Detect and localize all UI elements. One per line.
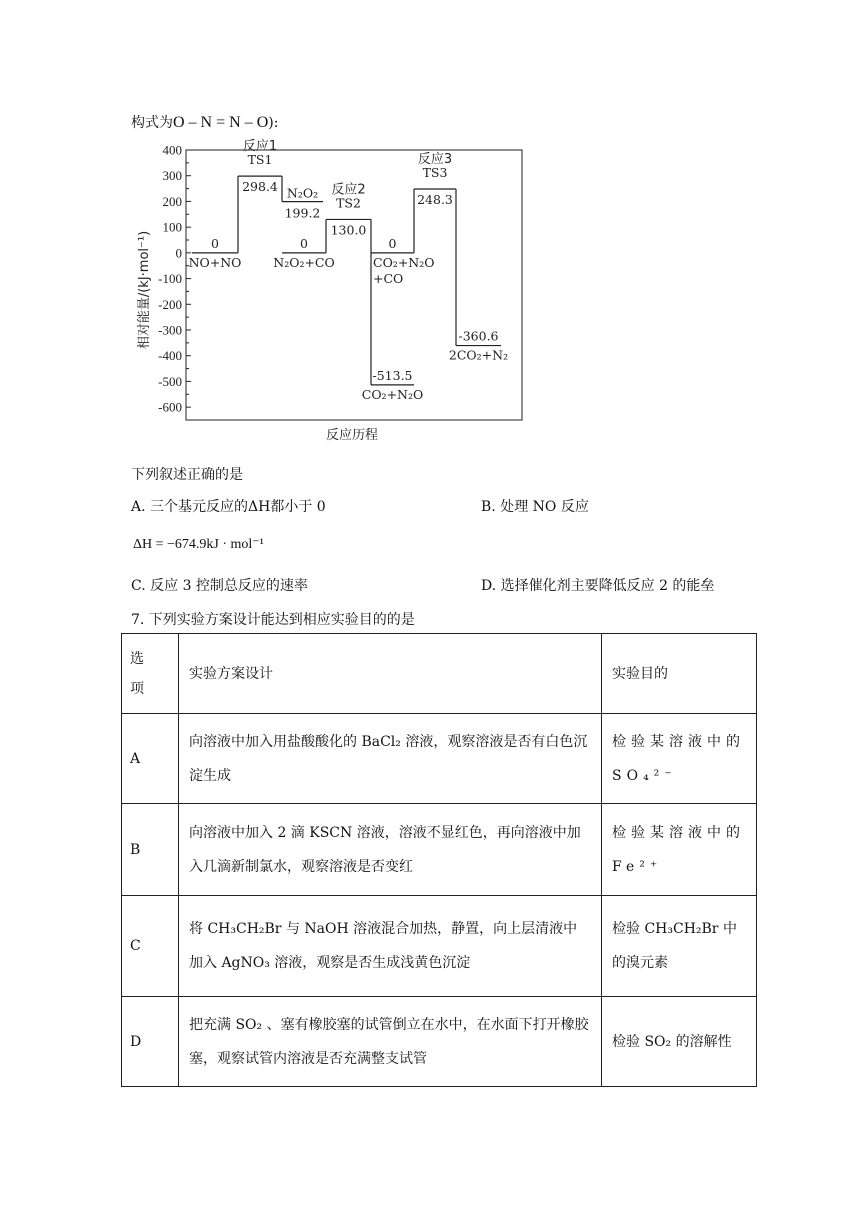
intro-prefix: 构式为 xyxy=(131,115,173,131)
option-a: A. 三个基元反应的ΔH都小于 0 xyxy=(131,499,326,515)
energy-value-label: 0 xyxy=(388,235,397,251)
y-tick-label: -100 xyxy=(158,271,182,287)
row-design: 向溶液中加入 2 滴 KSCN 溶液，溶液不显红色，再向溶液中加入几滴新制氯水，观察溶液是否变红 xyxy=(179,804,602,896)
y-tick-label: 200 xyxy=(162,193,182,209)
energy-value-label: 298.4 xyxy=(242,179,278,195)
option-b-delta-h: ΔH = −674.9kJ · mol⁻¹ xyxy=(133,537,264,552)
reaction-label: 反应3 xyxy=(417,152,453,168)
y-axis-label: 相对能量/(kJ·mol⁻¹) xyxy=(137,230,152,350)
header-design-cell: 实验方案设计 xyxy=(179,634,602,714)
species-label: +CO xyxy=(373,270,404,286)
table-row xyxy=(122,896,757,997)
energy-value-label: 0 xyxy=(300,235,308,251)
energy-value-label: 248.3 xyxy=(417,192,453,208)
option-d: D. 选择催化剂主要降低反应 2 的能垒 xyxy=(481,578,715,594)
experiment-table xyxy=(121,633,757,1087)
row-goal: 检验 CH₃CH₂Br 中的溴元素 xyxy=(602,896,757,997)
species-label: CO₂+N₂O xyxy=(361,386,424,402)
transition-state-label: TS1 xyxy=(247,152,273,168)
transition-state-label: TS3 xyxy=(422,165,448,181)
table-row xyxy=(122,804,757,896)
row-id: C xyxy=(122,896,179,997)
header-option-line1: 选 xyxy=(130,650,144,667)
header-goal-cell: 实验目的 xyxy=(602,634,757,714)
row-id: B xyxy=(122,804,179,896)
x-axis-label: 反应历程 xyxy=(325,428,379,443)
reaction-label: 反应2 xyxy=(331,182,366,198)
option-b: B. 处理 NO 反应 xyxy=(481,499,589,515)
energy-profile-chart xyxy=(130,139,530,448)
species-label: NO+NO xyxy=(188,254,242,270)
row-goal: 检验 SO₂ 的溶解性 xyxy=(602,997,757,1087)
y-tick-label: -500 xyxy=(158,373,182,389)
y-tick-label: -400 xyxy=(158,348,182,364)
species-label: N₂O₂+CO xyxy=(273,254,335,270)
intro-line xyxy=(131,112,278,132)
row-goal: 检验某溶液中的 Fe²⁺ xyxy=(602,804,757,896)
labels-layer xyxy=(189,138,509,402)
species-label: 2CO₂+N₂ xyxy=(448,347,509,363)
option-c: C. 反应 3 控制总反应的速率 xyxy=(131,578,308,594)
header-option-cell xyxy=(122,634,179,714)
y-tick-label: 100 xyxy=(162,219,182,235)
y-tick-label: 0 xyxy=(175,245,182,261)
row-id: A xyxy=(122,714,179,804)
y-tick-label: -200 xyxy=(158,296,182,312)
energy-value-label: -360.6 xyxy=(458,328,499,344)
table-row xyxy=(122,714,757,804)
question-7-stem: 7. 下列实验方案设计能达到相应实验目的的是 xyxy=(131,612,415,628)
reaction-label: 反应1 xyxy=(242,139,278,155)
row-design: 将 CH₃CH₂Br 与 NaOH 溶液混合加热，静置，向上层清液中加入 AgNO₃ 溶液，观察是否生成浅黄色沉淀 xyxy=(179,896,602,997)
header-option-line2: 项 xyxy=(130,680,144,697)
energy-value-label: 199.2 xyxy=(284,205,321,221)
energy-value-label: 130.0 xyxy=(330,222,367,238)
intro-suffix: ): xyxy=(268,115,279,131)
row-goal: 检验某溶液中的 SO₄²⁻ xyxy=(602,714,757,804)
row-id: D xyxy=(122,997,179,1087)
y-tick-label: 400 xyxy=(162,142,182,158)
question-prompt: 下列叙述正确的是 xyxy=(131,467,243,483)
species-label: CO₂+N₂O xyxy=(373,254,435,270)
y-tick-label: 300 xyxy=(162,168,182,184)
species-label: N₂O₂ xyxy=(286,185,319,201)
transition-state-label: TS2 xyxy=(336,195,361,211)
row-design: 把充满 SO₂ 、塞有橡胶塞的试管倒立在水中，在水面下打开橡胶塞，观察试管内溶液是否充满整支试管 xyxy=(179,997,602,1087)
row-design: 向溶液中加入用盐酸酸化的 BaCl₂ 溶液，观察溶液是否有白色沉淀生成 xyxy=(179,714,602,804)
y-tick-label: -600 xyxy=(158,399,182,415)
y-tick-label: -300 xyxy=(158,322,182,338)
table-header-row xyxy=(122,634,757,714)
intro-formula: O – N = N – O xyxy=(173,114,269,131)
energy-value-label: -513.5 xyxy=(372,367,413,383)
table-row xyxy=(122,997,757,1087)
energy-value-label: 0 xyxy=(211,235,219,251)
